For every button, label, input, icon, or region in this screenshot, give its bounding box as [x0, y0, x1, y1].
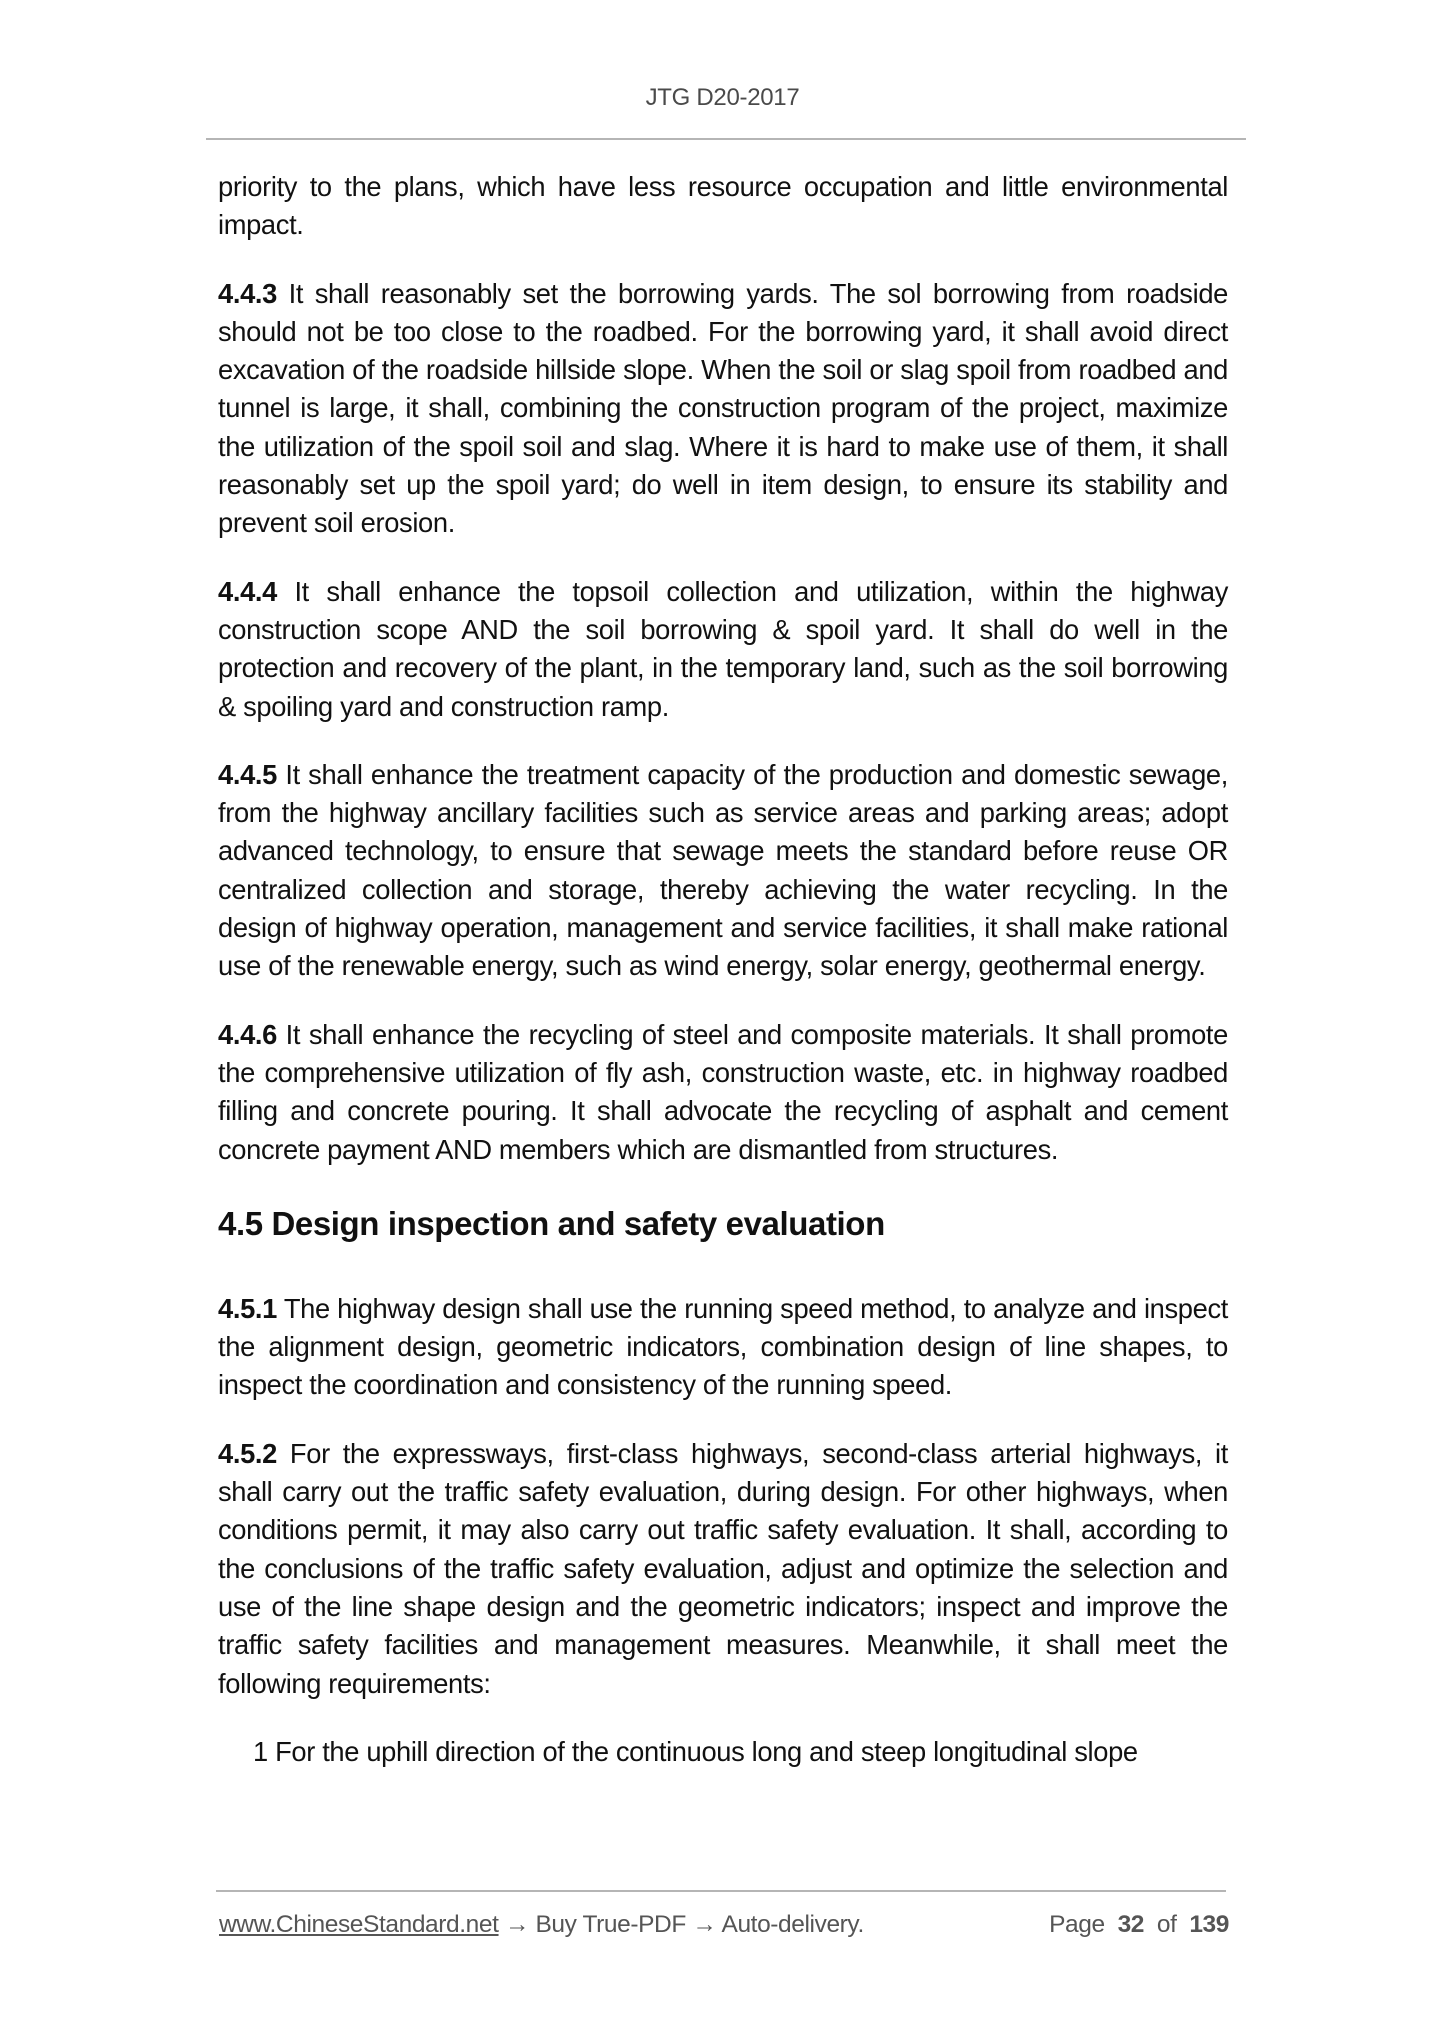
clause-text: It shall reasonably set the borrowing yards. The sol borrowing from roadside should not be too close to the roadbed. For the borrowing yard, it shall avoid direct excavation of the roadside hillside slope. When the soil or slag spoil from roadbed and tunnel is large, it shall, combining the construction program of the project, maximize the utilization of the spoil soil and slag. Where it is hard to make use of them, it shall reasonably set up the spoil yard; do well in item design, to ensure its stability and prevent soil erosion.	[218, 277, 1228, 539]
footer-divider	[216, 1890, 1226, 1892]
clause-number: 4.4.4	[218, 575, 277, 607]
footer-promo	[219, 1911, 864, 1939]
page-label: Page	[1049, 1911, 1105, 1938]
clause-4-5-1	[218, 1290, 1228, 1405]
clause-number: 4.5.1	[218, 1292, 277, 1324]
clause-number: 4.4.5	[218, 758, 277, 790]
page-footer	[219, 1911, 1229, 1939]
clause-text: It shall enhance the topsoil collection and utilization, within the highway construction scope AND the soil borrowing & spoil yard. It shall do well in the protection and recovery of the plant, in the temporary land, such as the soil borrowing & spoiling yard and construction ramp.	[218, 575, 1228, 722]
page-number	[1049, 1911, 1229, 1939]
document-code-header: JTG D20-2017	[645, 84, 800, 111]
clause-4-4-3	[218, 275, 1228, 543]
clause-number: 4.4.6	[218, 1018, 277, 1050]
clause-text: For the expressways, first-class highways, second-class arterial highways, it shall carry out the traffic safety evaluation, during design. For other highways, when conditions permit, it may also carry out traffic safety evaluation. It shall, according to the conclusions of the traffic safety evaluation, adjust and optimize the selection and use of the line shape design and the geometric indicators; inspect and improve the traffic safety facilities and management measures. Meanwhile, it shall meet the following requirements:	[218, 1437, 1228, 1699]
section-heading-4-5: 4.5 Design inspection and safety evaluation	[218, 1204, 885, 1242]
clause-text: It shall enhance the treatment capacity of the production and domestic sewage, from the highway ancillary facilities such as service areas and parking areas; adopt advanced technology, to ensure that sewage meets the standard before reuse OR centralized collection and storage, thereby achieving the water recycling. In the design of highway operation, management and service facilities, it shall make rational use of the renewable energy, such as wind energy, solar energy, geothermal energy.	[218, 758, 1228, 982]
arrow-right-icon: →	[692, 1911, 717, 1938]
page-of-label: of	[1156, 1911, 1177, 1938]
clause-number: 4.4.3	[218, 277, 277, 309]
list-item-1: 1 For the uphill direction of the continuous long and steep longitudinal slope	[253, 1735, 1138, 1767]
website-link[interactable]: www.ChineseStandard.net	[219, 1911, 499, 1938]
clause-number: 4.5.2	[218, 1437, 277, 1469]
header-divider	[206, 138, 1246, 140]
clause-text: The highway design shall use the running speed method, to analyze and inspect the alignment design, geometric indicators, combination design of line shapes, to inspect the coordination and consistency of the running speed.	[218, 1292, 1228, 1401]
clause-4-5-2	[218, 1435, 1228, 1703]
buy-text: Buy True-PDF	[535, 1911, 686, 1938]
current-page: 32	[1117, 1911, 1145, 1938]
clause-text: It shall enhance the recycling of steel and composite materials. It shall promote the comprehensive utilization of fly ash, construction waste, etc. in highway roadbed filling and concrete pouring. It shall advocate the recycling of asphalt and cement concrete payment AND members which are dismantled from structures.	[218, 1018, 1228, 1165]
clause-4-4-6	[218, 1016, 1228, 1169]
paragraph-continuation: priority to the plans, which have less resource occupation and little environmental impact.	[218, 171, 1228, 241]
page-body	[218, 168, 1228, 1771]
clause-4-4-5	[218, 756, 1228, 986]
arrow-right-icon: →	[504, 1911, 530, 1938]
clause-4-4-4	[218, 573, 1228, 726]
total-pages: 139	[1189, 1911, 1229, 1938]
delivery-text: Auto-delivery.	[721, 1911, 864, 1938]
